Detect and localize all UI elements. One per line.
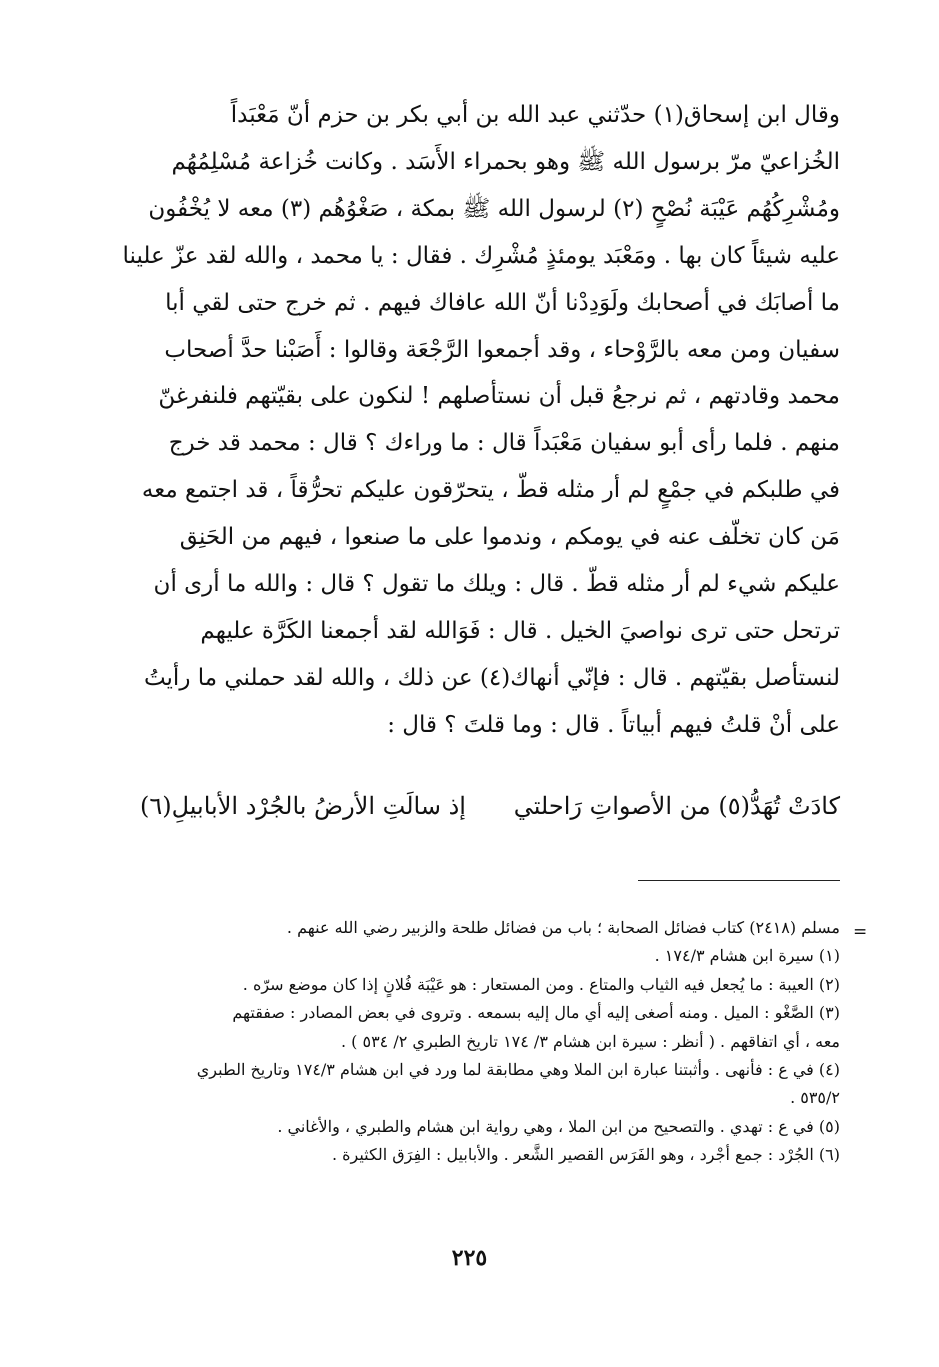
text-line: سفيان ومن معه بالرَّوْحاء ، وقد أجمعوا الرَّجْعَة وقالوا : أَصَبْنا حدَّ أصحاب bbox=[164, 336, 840, 363]
footnote-line: (٥) في ع : تهدي . والتصحيح من ابن الملا ، وهي رواية ابن هشام والطبري ، والأغاني . bbox=[277, 1116, 840, 1136]
text-line: وقال ابن إسحاق(١) حدّثني عبد الله بن أبي بكر بن حزم أنّ مَعْبَداً bbox=[230, 102, 840, 128]
text-line: الخُزاعيّ مرّ برسول الله ﷺ وهو بحمراء الأَسَد . وكانت خُزاعة مُسْلِمُهُم bbox=[171, 148, 840, 175]
text-line: عليه شيئاً كان بها . ومَعْبَد يومئذٍ مُشْرِك . فقال : يا محمد ، والله لقد عزّ علينا bbox=[122, 242, 840, 269]
text-line: في طلبكم في جمْعٍ لم أر مثله قطّ ، يتحرّقون عليكم تحرُّقاً ، قد اجتمع معه bbox=[141, 477, 840, 504]
text-line: ترتحل حتى ترى نواصيَ الخيل . قال : فَوَالله لقد أجمعنا الكَرَّة عليهم bbox=[200, 617, 840, 644]
text-line: لنستأصل بقيّتهم . قال : فإنّي أنهاك(٤) عن ذلك ، والله لقد حملني ما رأيتُ bbox=[143, 664, 840, 691]
main-text bbox=[120, 92, 840, 749]
text-line: ومُشْرِكُهُم عَيْبَة نُصْحٍ (٢) لرسول الله ﷺ بمكة ، صَغْوُهُم (٣) معه لا يُخْفُون bbox=[148, 195, 840, 222]
footnote-line: (٦) الجُرْد : جمع أجْرد ، وهو الفَرَس القصير الشَّعر . والأبابيل : الفِرَق الكثيرة . bbox=[331, 1145, 840, 1165]
footnote-line: معه ، أي اتفاقهم . ( أنظر : سيرة ابن هشام ٣/ ١٧٤ تاريخ الطبري ٢/ ٥٣٤ ) . bbox=[340, 1031, 840, 1051]
footnote-line: (٢) العيبة : ما يُجعل فيه الثياب والمتاع . ومن المستعار : هو عَيْبَة فُلانٍ إذا كان موضع سرّه . bbox=[242, 974, 840, 994]
footnote-line: مسلم (٢٤١٨) كتاب فضائل الصحابة ؛ باب من فضائل طلحة والزبير رضي الله عنهم . bbox=[286, 918, 840, 937]
footnote-line: (٣) الصَّغْو : الميل . ومنه أصغى إليه أي مال إليه بسمعه . وتروى في بعض المصادر : صفقتهم bbox=[232, 1003, 840, 1023]
footnote-separator bbox=[638, 880, 840, 881]
text-line: مَن كان تخلّف عنه في يومكم ، وندموا على ما صنعوا ، فيهم من الحَنِق bbox=[179, 524, 840, 551]
text-line: ما أصابَك في أصحابك ولَوَدِدْنا أنّ الله عافاك فيهم . ثم خرج حتى لقي أبا bbox=[165, 289, 840, 316]
verse-first-hemistich: كادَتْ تُهَدُّ(٥) من الأصواتِ رَاحلتي bbox=[513, 792, 840, 820]
poetry-verse bbox=[140, 784, 840, 828]
footnotes bbox=[116, 914, 840, 1170]
footnote-continuation-mark: = bbox=[853, 922, 868, 942]
footnote-line: (٤) في ع : فأنهى . وأثبتنا عبارة ابن الملا وهي مطابقة لما ورد في ابن هشام ١٧٤/٣ وتاريخ الطبري bbox=[196, 1060, 840, 1080]
text-line: على أنْ قلتُ فيهم أبياتاً . قال : وما قلتَ ؟ قال : bbox=[387, 711, 840, 738]
text-line: عليكم شيء لم أر مثله قطّ . قال : ويلك ما تقول ؟ قال : والله ما أرى أن bbox=[153, 571, 840, 598]
verse-second-hemistich: إذ سالَتِ الأرضُ بالجُرْد الأبابيلِ(٦) bbox=[140, 792, 466, 820]
page-number: ٢٢٥ bbox=[451, 1245, 488, 1271]
footnote-line: ٥٣٥/٢ . bbox=[790, 1088, 840, 1108]
text-line: منهم . فلما رأى أبو سفيان مَعْبَداً قال : ما وراءك ؟ قال : محمد قد خرج bbox=[168, 430, 840, 457]
text-line: محمد وقادتهم ، ثم نرجعُ قبل أن نستأصلهم ! لنكون على بقيّتهم فلنفرغنّ bbox=[158, 383, 840, 410]
footnote-line: (١) سيرة ابن هشام ١٧٤/٣ . bbox=[654, 946, 840, 966]
